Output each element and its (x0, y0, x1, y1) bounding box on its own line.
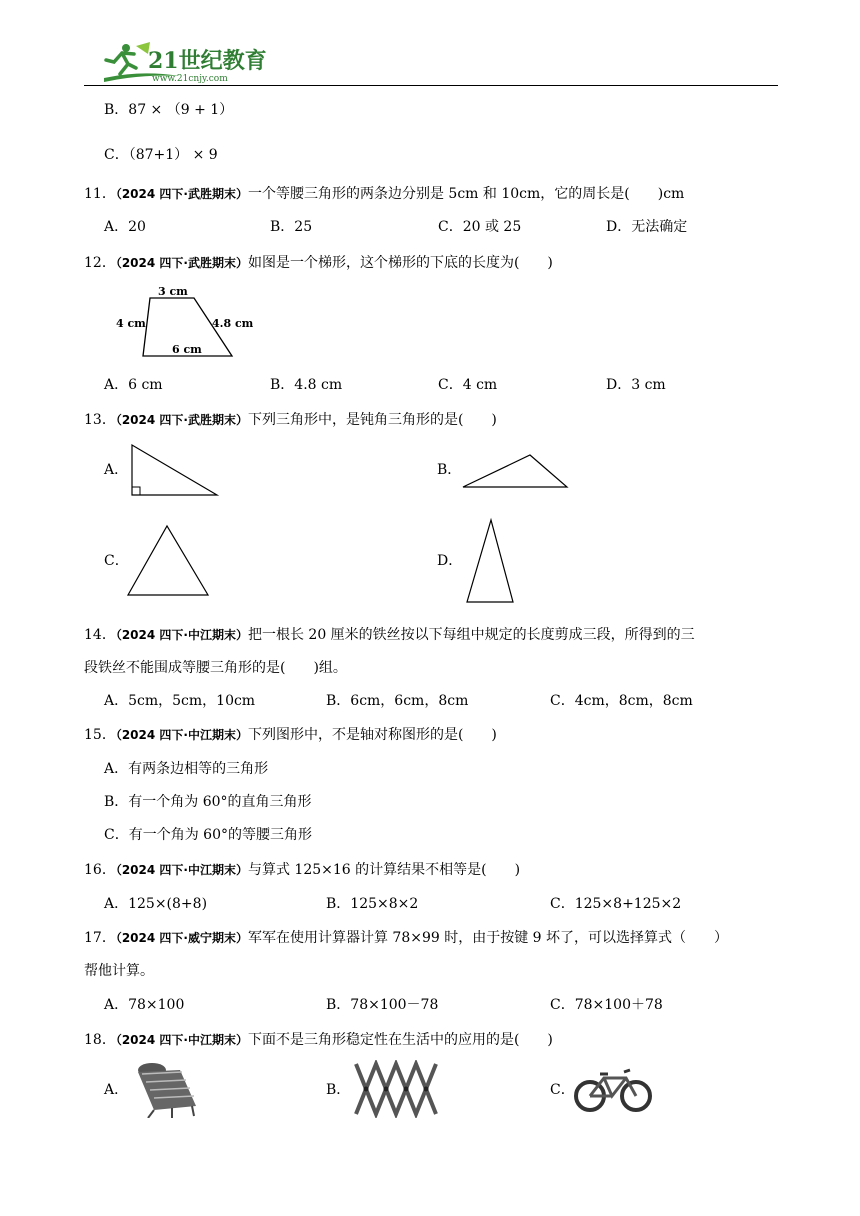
question-text: 与算式 125×16 的计算结果不相等是( ) (247, 862, 521, 878)
question-source: （2024 四下·中江期末） (115, 1033, 248, 1047)
q14-option-a: A．5cm，5cm，10cm (104, 693, 256, 709)
q14-stem-line2: 段铁丝不能围成等腰三角形的是( )组。 (84, 660, 347, 676)
q18-option-c: C． (550, 1082, 575, 1098)
q11-option-b: B．25 (270, 219, 313, 235)
acute-triangle-figure (462, 516, 518, 606)
q10-option-c: C．（87+1） × 9 (104, 147, 218, 163)
q14-option-c: C．4cm，8cm，8cm (550, 693, 693, 709)
q17-stem-line2: 帮他计算。 (84, 963, 154, 979)
question-text: 下列图形中，不是轴对称图形的是( ) (247, 727, 497, 743)
q16-stem (84, 861, 520, 879)
question-number: 11． (84, 186, 116, 202)
question-text: 下列三角形中，是钝角三角形的是( ) (247, 412, 497, 428)
q17-option-b: B．78×100－78 (326, 997, 439, 1013)
scissor-gate-icon (352, 1060, 444, 1118)
q12-stem (84, 254, 553, 272)
q11-stem (84, 185, 684, 203)
q17-option-a: A．78×100 (104, 997, 185, 1013)
q18-stem (84, 1031, 553, 1049)
q15-stem (84, 726, 497, 744)
q17-option-c: C．78×100＋78 (550, 997, 663, 1013)
q17-stem (84, 929, 728, 947)
question-number: 16． (84, 862, 116, 878)
obtuse-triangle-figure (460, 450, 572, 492)
q11-option-c: C．20 或 25 (438, 219, 522, 235)
question-source: （2024 四下·中江期末） (115, 863, 248, 877)
q13-option-a: A． (104, 462, 129, 478)
q14-stem (84, 626, 695, 644)
header-rule (84, 85, 778, 86)
q11-option-d: D．无法确定 (606, 219, 688, 235)
solar-water-heater-icon (132, 1060, 200, 1118)
q16-option-a: A．125×(8+8) (104, 896, 208, 912)
question-text: 军军在使用计算器计算 78×99 时，由于按键 9 坏了，可以选择算式（ ） (247, 930, 729, 946)
header-logo (100, 40, 280, 86)
q18-option-a: A． (104, 1082, 129, 1098)
question-text: 一个等腰三角形的两条边分别是 5cm 和 10cm，它的周长是( )cm (247, 186, 685, 202)
question-source: （2024 四下·武胜期末） (115, 187, 248, 201)
q18-option-b: B． (326, 1082, 351, 1098)
trapezoid-left-label: 4 cm (116, 317, 146, 330)
q11-option-a: A．20 (104, 219, 146, 235)
q16-option-c: C．125×8+125×2 (550, 896, 682, 912)
q13-option-b: B． (437, 462, 462, 478)
question-number: 14． (84, 627, 116, 643)
question-number: 18． (84, 1032, 116, 1048)
question-number: 15． (84, 727, 116, 743)
q12-option-a: A．6 cm (104, 377, 163, 393)
runner-logo-icon (100, 40, 280, 86)
trapezoid-top-label: 3 cm (158, 285, 188, 298)
question-source: （2024 四下·中江期末） (115, 628, 248, 642)
q15-option-b: B．有一个角为 60°的直角三角形 (104, 794, 312, 810)
right-triangle-figure (128, 442, 220, 498)
q13-stem (84, 411, 497, 429)
equilateral-triangle-figure (124, 522, 212, 598)
question-number: 13． (84, 412, 116, 428)
bicycle-icon (574, 1064, 652, 1114)
q10-option-b: B．87 × （9 + 1） (104, 102, 234, 118)
trapezoid-figure (108, 280, 258, 362)
q13-option-d: D． (437, 553, 463, 569)
question-source: （2024 四下·中江期末） (115, 728, 248, 742)
question-number: 12． (84, 255, 116, 271)
question-source: （2024 四下·威宁期末） (115, 931, 248, 945)
q12-option-c: C．4 cm (438, 377, 498, 393)
question-source: （2024 四下·武胜期末） (115, 256, 248, 270)
q15-option-a: A．有两条边相等的三角形 (104, 761, 269, 777)
question-text: 如图是一个梯形，这个梯形的下底的长度为( ) (247, 255, 553, 271)
q12-option-d: D．3 cm (606, 377, 666, 393)
q13-option-c: C． (104, 553, 129, 569)
q12-option-b: B．4.8 cm (270, 377, 343, 393)
question-text: 下面不是三角形稳定性在生活中的应用的是( ) (247, 1032, 553, 1048)
q15-option-c: C．有一个角为 60°的等腰三角形 (104, 827, 312, 843)
question-text: 把一根长 20 厘米的铁丝按以下每组中规定的长度剪成三段，所得到的三 (247, 627, 695, 643)
q16-option-b: B．125×8×2 (326, 896, 419, 912)
trapezoid-right-label: 4.8 cm (212, 317, 254, 330)
logo-url: www.21cnjy.com (152, 74, 228, 84)
logo-text: 21世纪教育 (148, 48, 267, 74)
q14-option-b: B．6cm，6cm，8cm (326, 693, 469, 709)
question-source: （2024 四下·武胜期末） (115, 413, 248, 427)
question-number: 17． (84, 930, 116, 946)
trapezoid-bottom-label: 6 cm (172, 343, 202, 356)
